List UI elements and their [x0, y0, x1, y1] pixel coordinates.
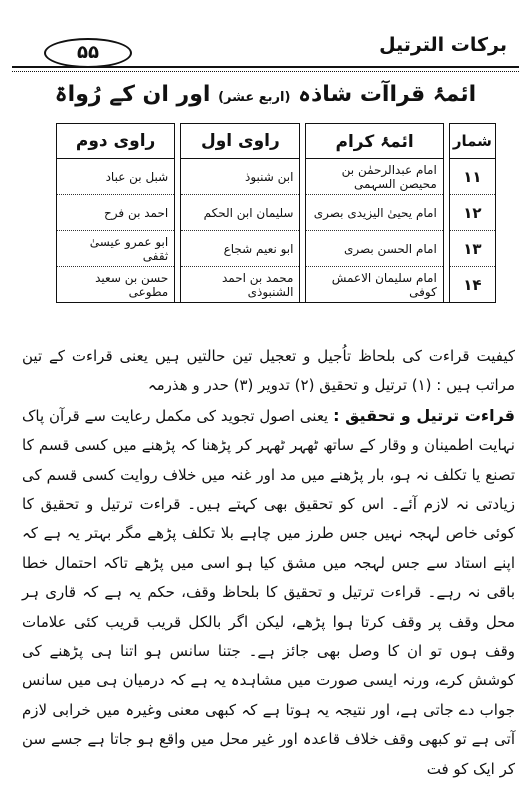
header-divider	[12, 66, 519, 72]
book-title: برکات الترتیل	[379, 34, 507, 56]
header-num: شمار	[449, 124, 495, 159]
column-gap	[443, 124, 449, 159]
table-title-main: ائمۂ قراآت شاذہ	[298, 82, 477, 107]
column-gap	[175, 231, 181, 267]
header-imam: ائمۂ کرام	[306, 124, 443, 159]
row-narrator-2: احمد بن فرح	[57, 195, 175, 231]
table-row	[57, 159, 496, 195]
row-narrator-2: شبل بن عباد	[57, 159, 175, 195]
column-gap	[300, 231, 306, 267]
column-gap	[443, 231, 449, 267]
column-gap	[300, 195, 306, 231]
table-header-row	[57, 124, 496, 159]
column-gap	[443, 195, 449, 231]
page-header	[12, 34, 519, 70]
table-row	[57, 195, 496, 231]
paragraph-tarteel	[22, 401, 515, 784]
column-gap	[175, 124, 181, 159]
column-gap	[300, 159, 306, 195]
header-narrator-2: راوی دوم	[57, 124, 175, 159]
column-gap	[443, 267, 449, 303]
row-narrator-2: ابو عمرو عیسیٰ ثقفی	[57, 231, 175, 267]
table-title	[30, 82, 501, 107]
row-number: ۱۴	[449, 267, 495, 303]
column-gap	[443, 159, 449, 195]
table-title-rest: اور ان کے رُواۃ	[54, 82, 211, 107]
row-narrator-1: محمد بن احمد الشنبوذی	[181, 267, 300, 303]
table-row	[57, 267, 496, 303]
row-imam: امام سلیمان الاعمش کوفی	[306, 267, 443, 303]
row-number: ۱۳	[449, 231, 495, 267]
row-number: ۱۱	[449, 159, 495, 195]
column-gap	[300, 124, 306, 159]
section-text: یعنی اصول تجوید کی مکمل رعایت سے قرآن پاک نہایت اطمینان و وقار کے ساتھ ٹھہر ٹھہر کر پڑھنا کہ پڑھنے میں کسی قسم کا تصنع یا تکلف نہ ہو، بار پڑھنے میں مد اور غنہ میں خلاف روایت کسی قسم کی زیادتی نہ لازم آئے۔ اس کو تحقیق بھی کہتے ہیں۔ قراءت ترتیل و تحقیق کا کوئی خاص لہجہ نہیں جس طرز میں چاہے بلا تکلف پڑھے مگر بہتر یہ ہے کہ اپنے استاد سے جس لہجہ میں مشق کیا ہو اسی میں پڑھے تاکہ احتمال خطا باقی نہ رہے۔ قراءت ترتیل و تحقیق کا بلحاظ وقف، حکم یہ ہے کہ قاری ہر محل وقف پر وقف کرتا ہوا پڑھے، لیکن اگر بالکل قریب قریب کئی علامات وقف ہوں تو ان کا وصل بھی جائز ہے۔ جتنا سانس ہو اتنا ہی پڑھنے کی کوشش کرے، ورنہ ایسی صورت میں مشاہدہ یہ ہے کہ درمیان ہی میں سانس جواب دے جاتی ہے، اور نتیجہ یہ ہوتا ہے کہ کبھی معنی وغیرہ میں خرابی لازم آتی ہے تو کبھی وقف خلاف قاعدہ اور غیر محل میں واقع ہو جاتا ہے جسے سن کر ایک کو فت	[22, 406, 515, 778]
table-title-note: (اربع عشر)	[218, 90, 291, 105]
section-heading: قراءت ترتیل و تحقیق :	[333, 405, 515, 425]
column-gap	[175, 267, 181, 303]
row-number: ۱۲	[449, 195, 495, 231]
body-text	[22, 342, 515, 784]
row-narrator-2: حسن بن سعید مطوعی	[57, 267, 175, 303]
table-row	[57, 231, 496, 267]
column-gap	[175, 195, 181, 231]
page-number: ۵۵	[44, 38, 132, 68]
narrators-table	[56, 123, 496, 303]
row-narrator-1: ابو نعیم شجاع	[181, 231, 300, 267]
column-gap	[175, 159, 181, 195]
row-narrator-1: ابن شنبوذ	[181, 159, 300, 195]
row-imam: امام عبدالرحمٰن بن محیصن السہمی	[306, 159, 443, 195]
column-gap	[300, 267, 306, 303]
paragraph-recitation-modes: کیفیت قراءت کی بلحاظ تاُجیل و تعجیل تین حالتیں ہیں یعنی قراءت کے تین مراتب ہیں : (۱) ترتیل و تحقیق (۲) تدویر (۳) حدر و ھذرمہ	[22, 347, 515, 395]
row-imam: امام یحییٰ الیزیدی بصری	[306, 195, 443, 231]
row-imam: امام الحسن بصری	[306, 231, 443, 267]
row-narrator-1: سلیمان ابن الحکم	[181, 195, 300, 231]
header-narrator-1: راوی اول	[181, 124, 300, 159]
